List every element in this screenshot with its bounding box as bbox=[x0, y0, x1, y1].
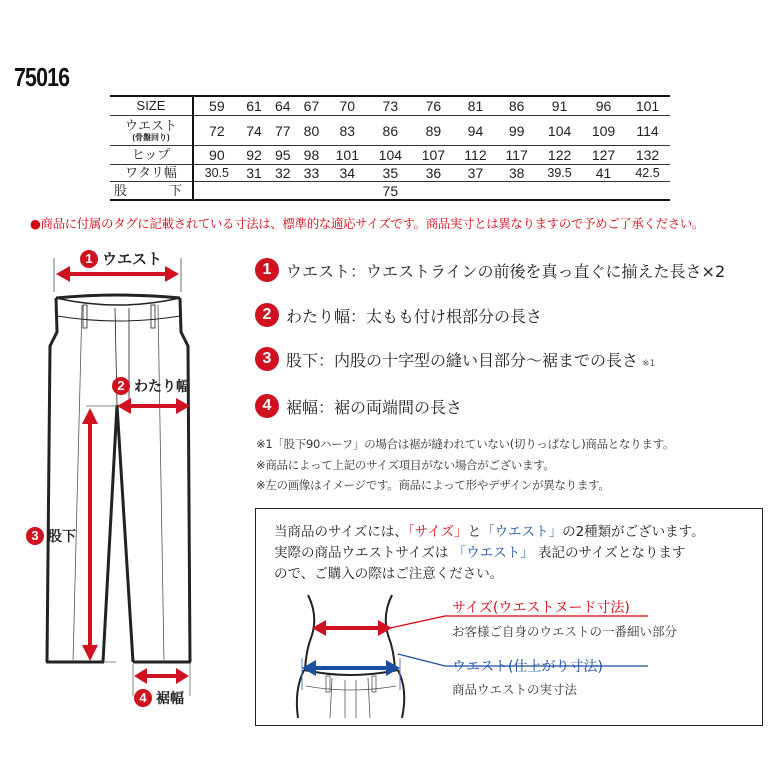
cell: 94 bbox=[467, 122, 484, 139]
cell: 80 bbox=[303, 122, 320, 139]
cell: 127 bbox=[591, 147, 616, 163]
cell: 70 bbox=[339, 98, 356, 114]
cell: 104 bbox=[378, 147, 403, 163]
cell: 122 bbox=[547, 147, 572, 163]
table-row-inseam bbox=[110, 182, 670, 201]
cell: 107 bbox=[421, 147, 446, 163]
cell: 74 bbox=[246, 122, 262, 139]
cell: 72 bbox=[209, 122, 225, 139]
label-text: 股下 bbox=[48, 529, 76, 545]
notice-text: ●商品に付属のタグに記載されている寸法は、標準的な適応サイズです。商品実寸とは異なりますので予めご了承ください。 bbox=[30, 216, 705, 231]
cell: 64 bbox=[274, 98, 291, 114]
cell bbox=[326, 182, 369, 201]
label-text: わたり幅 bbox=[134, 379, 190, 395]
cell: 33 bbox=[303, 165, 320, 181]
cell bbox=[240, 182, 269, 201]
text: の2種類がございます。 bbox=[562, 524, 705, 540]
waist-term: 「ウエスト」 bbox=[481, 524, 563, 540]
cell bbox=[412, 182, 455, 201]
number-badge-icon: 2 bbox=[255, 303, 279, 327]
number-badge-icon: 1 bbox=[255, 258, 279, 282]
cell: 59 bbox=[209, 98, 225, 114]
cell: 77 bbox=[274, 122, 291, 139]
cell: 95 bbox=[274, 147, 291, 163]
cell: 75 bbox=[382, 182, 399, 199]
number-badge-icon: 1 bbox=[80, 250, 98, 268]
diagram-label-waist bbox=[80, 248, 162, 269]
text: と bbox=[467, 524, 482, 540]
term: 股下 bbox=[286, 350, 319, 370]
info-line-3: ので、ご購入の際はご注意ください。 bbox=[274, 566, 504, 582]
cell: 101 bbox=[635, 98, 660, 114]
waist-term: 「ウエスト」 bbox=[452, 545, 534, 561]
row-label-hip: ヒップ bbox=[110, 146, 193, 165]
hem-arrow-icon bbox=[134, 668, 189, 684]
row-label-thigh: ワタリ幅 bbox=[110, 165, 193, 182]
cell: 117 bbox=[505, 147, 528, 163]
cell: 37 bbox=[467, 165, 484, 181]
definition-inseam bbox=[255, 347, 655, 371]
cell: 41 bbox=[595, 165, 612, 181]
info-line-1 bbox=[274, 522, 705, 543]
cell: 67 bbox=[303, 98, 320, 114]
cell bbox=[537, 182, 582, 201]
row-label-inseam bbox=[110, 182, 193, 201]
cell: 112 bbox=[464, 147, 487, 163]
cell: 132 bbox=[635, 147, 660, 163]
cell: 61 bbox=[246, 98, 262, 114]
cell: 42.5 bbox=[635, 166, 660, 180]
waist-caption: ウエスト(仕上がり寸法) bbox=[452, 659, 603, 675]
cell: 39.5 bbox=[547, 166, 572, 180]
definition-waist bbox=[255, 258, 725, 282]
cell: 89 bbox=[425, 122, 442, 139]
cell: 34 bbox=[339, 165, 356, 181]
definition-hem bbox=[255, 394, 462, 418]
cell: 86 bbox=[508, 98, 525, 114]
cell: 109 bbox=[591, 122, 616, 139]
cell: 92 bbox=[246, 147, 262, 163]
cell: 96 bbox=[595, 98, 612, 114]
cell bbox=[625, 182, 670, 201]
cell: 99 bbox=[508, 122, 525, 139]
text: 当商品のサイズには、 bbox=[274, 524, 408, 540]
row-label-waist bbox=[110, 116, 193, 146]
cell: 30.5 bbox=[204, 166, 230, 180]
diagram-label-hem bbox=[134, 688, 184, 708]
description: ：ウエストラインの前後を真っ直ぐに揃えた長さ×2 bbox=[350, 261, 726, 281]
cell: 83 bbox=[339, 122, 356, 139]
description: ：内股の十字型の縫い目部分～裾までの長さ bbox=[318, 350, 639, 370]
cell: 76 bbox=[425, 98, 442, 114]
inseam-arrow-icon bbox=[82, 408, 98, 661]
cell: 36 bbox=[425, 165, 442, 181]
cell: 104 bbox=[547, 122, 572, 139]
cell bbox=[268, 182, 297, 201]
description: ：太もも付け根部分の長さ bbox=[350, 306, 543, 326]
diagram-label-inseam bbox=[26, 526, 76, 546]
cell bbox=[193, 182, 240, 201]
table-row-size bbox=[110, 96, 670, 116]
cell: 81 bbox=[467, 98, 484, 114]
footnote-ref: ※1 bbox=[642, 358, 656, 369]
cell bbox=[496, 182, 537, 201]
term: ウエスト bbox=[286, 261, 351, 281]
text: 実際の商品ウエストサイズは bbox=[274, 545, 449, 561]
term: 裾幅 bbox=[286, 397, 319, 417]
number-badge-icon: 2 bbox=[112, 377, 130, 395]
cell: 91 bbox=[551, 98, 568, 114]
cell: 35 bbox=[382, 165, 399, 181]
size-arrow-icon bbox=[312, 620, 392, 636]
number-badge-icon: 4 bbox=[255, 394, 279, 418]
info-line-2 bbox=[274, 543, 705, 564]
number-badge-icon: 3 bbox=[26, 527, 44, 545]
model-number: 75016 bbox=[14, 62, 70, 92]
cell: 32 bbox=[274, 165, 291, 181]
cell: 86 bbox=[382, 122, 399, 139]
waist-description: 商品ウエストの実寸法 bbox=[452, 682, 578, 697]
size-caption: サイズ(ウエストヌード寸法) bbox=[452, 600, 630, 616]
table-row-thigh bbox=[110, 165, 670, 182]
cell bbox=[582, 182, 625, 201]
term: わたり幅 bbox=[286, 306, 351, 326]
cell: 38 bbox=[508, 165, 525, 181]
pants-diagram bbox=[0, 240, 240, 720]
cell: 98 bbox=[303, 147, 320, 163]
waist-label: ウエスト bbox=[124, 118, 177, 133]
info-box-text bbox=[274, 522, 705, 585]
thigh-arrow-icon bbox=[117, 398, 190, 414]
inseam-label: 股 下 bbox=[114, 182, 182, 198]
cell: 114 bbox=[636, 122, 659, 139]
number-badge-icon: 3 bbox=[255, 347, 279, 371]
cell: 101 bbox=[335, 147, 359, 163]
definition-thigh bbox=[255, 303, 542, 327]
size-table bbox=[110, 95, 670, 201]
footnote-1: ※1「股下90ハーフ」の場合は裾が縫われていない(切りっぱなし)商品となります。 bbox=[256, 437, 675, 451]
label-text: 裾幅 bbox=[156, 691, 184, 707]
waist-arrow-icon bbox=[302, 660, 400, 676]
description: ：裾の両端間の長さ bbox=[318, 397, 463, 417]
cell bbox=[297, 182, 326, 201]
cell: 73 bbox=[382, 98, 399, 114]
table-row-waist bbox=[110, 116, 670, 146]
table-row-hip bbox=[110, 146, 670, 165]
label-text: ウエスト bbox=[102, 250, 163, 268]
row-label-size: SIZE bbox=[110, 96, 193, 116]
footnote-2: ※商品によって上記のサイズ項目がない場合がございます。 bbox=[256, 458, 555, 472]
number-badge-icon: 4 bbox=[134, 689, 152, 707]
waist-sub-label: (骨盤回り) bbox=[132, 133, 170, 142]
cell: 31 bbox=[246, 165, 262, 181]
size-description: お客様ご自身のウエストの一番細い部分 bbox=[452, 624, 678, 639]
size-term: 「サイズ」 bbox=[407, 524, 468, 540]
cell bbox=[455, 182, 496, 201]
text: 表記のサイズとなります bbox=[538, 545, 686, 561]
diagram-label-thigh bbox=[112, 376, 190, 396]
cell: 90 bbox=[209, 147, 225, 163]
footnote-3: ※左の画像はイメージです。商品によって形やデザインが異なります。 bbox=[256, 478, 610, 492]
